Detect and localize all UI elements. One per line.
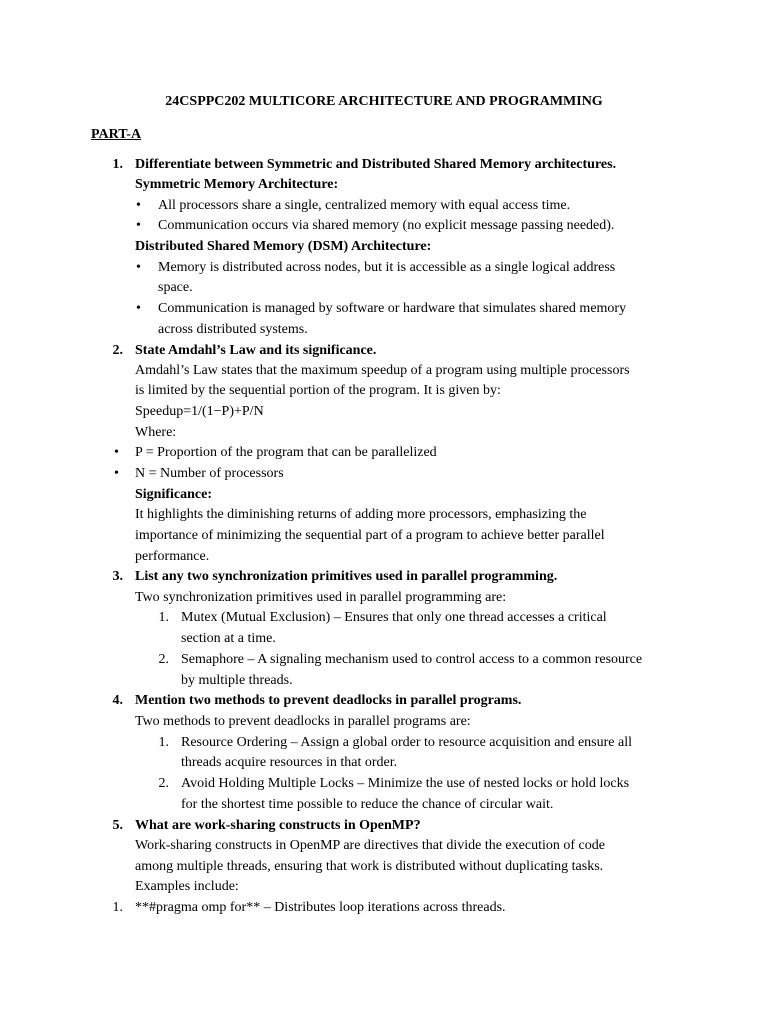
paragraph-line: Examples include: bbox=[135, 879, 239, 894]
subheading: Symmetric Memory Architecture: bbox=[135, 177, 339, 192]
list-item-continued: across distributed systems. bbox=[158, 322, 308, 337]
question-text: Mention two methods to prevent deadlocks in parallel programs. bbox=[135, 693, 522, 708]
list-item: P = Proportion of the program that can be parallelized bbox=[135, 445, 437, 460]
list-number: 2. bbox=[158, 776, 169, 791]
question-text: What are work-sharing constructs in OpenMP? bbox=[135, 818, 421, 833]
paragraph-line: Two synchronization primitives used in parallel programming are: bbox=[135, 590, 507, 605]
list-item-continued: section at a time. bbox=[181, 631, 276, 646]
question-number: 2. bbox=[112, 343, 123, 358]
bullet-icon: • bbox=[136, 260, 141, 275]
paragraph-line: is limited by the sequential portion of the program. It is given by: bbox=[135, 383, 501, 398]
list-item: Mutex (Mutual Exclusion) – Ensures that only one thread accesses a critical bbox=[181, 610, 607, 625]
question-number: 3. bbox=[112, 569, 123, 584]
list-item: Communication occurs via shared memory (no explicit message passing needed). bbox=[158, 218, 615, 233]
bullet-icon: • bbox=[114, 445, 119, 460]
paragraph-line: Amdahl’s Law states that the maximum speedup of a program using multiple processors bbox=[135, 363, 630, 378]
paragraph-line: performance. bbox=[135, 549, 210, 564]
list-number: 1. bbox=[112, 900, 123, 915]
list-number: 1. bbox=[158, 610, 169, 625]
list-item: Communication is managed by software or hardware that simulates shared memory bbox=[158, 301, 627, 316]
list-item-continued: by multiple threads. bbox=[181, 673, 293, 688]
part-heading: PART-A bbox=[91, 127, 142, 142]
formula: Speedup=1/(1−P)+P/N bbox=[135, 404, 264, 419]
subheading: Significance: bbox=[135, 487, 212, 502]
subheading: Distributed Shared Memory (DSM) Architecture: bbox=[135, 239, 432, 254]
question-text: Differentiate between Symmetric and Distributed Shared Memory architectures. bbox=[135, 157, 617, 172]
list-item-continued: threads acquire resources in that order. bbox=[181, 755, 398, 770]
question-number: 5. bbox=[112, 818, 123, 833]
question-text: List any two synchronization primitives used in parallel programming. bbox=[135, 569, 558, 584]
list-item: All processors share a single, centralized memory with equal access time. bbox=[158, 198, 571, 213]
bullet-icon: • bbox=[136, 301, 141, 316]
list-item: **#pragma omp for** – Distributes loop iterations across threads. bbox=[135, 900, 506, 915]
list-item: Semaphore – A signaling mechanism used to control access to a common resource bbox=[181, 652, 643, 667]
question-number: 1. bbox=[112, 157, 123, 172]
paragraph-line: importance of minimizing the sequential part of a program to achieve better parallel bbox=[135, 528, 605, 543]
list-item-continued: for the shortest time possible to reduce the chance of circular wait. bbox=[181, 797, 554, 812]
document-title: 24CSPPC202 MULTICORE ARCHITECTURE AND PROGRAMMING bbox=[165, 94, 603, 109]
list-number: 2. bbox=[158, 652, 169, 667]
question-text: State Amdahl’s Law and its significance. bbox=[135, 343, 377, 358]
list-item: Memory is distributed across nodes, but it is accessible as a single logical address bbox=[158, 260, 616, 275]
bullet-icon: • bbox=[136, 198, 141, 213]
question-number: 4. bbox=[112, 693, 123, 708]
paragraph-line: among multiple threads, ensuring that work is distributed without duplicating tasks. bbox=[135, 859, 604, 874]
list-item-continued: space. bbox=[158, 280, 193, 295]
paragraph-line: It highlights the diminishing returns of adding more processors, emphasizing the bbox=[135, 507, 587, 522]
list-item: N = Number of processors bbox=[135, 466, 284, 481]
bullet-icon: • bbox=[114, 466, 119, 481]
bullet-icon: • bbox=[136, 218, 141, 233]
paragraph-line: Two methods to prevent deadlocks in parallel programs are: bbox=[135, 714, 471, 729]
list-number: 1. bbox=[158, 735, 169, 750]
paragraph-line: Work-sharing constructs in OpenMP are directives that divide the execution of code bbox=[135, 838, 605, 853]
list-item: Resource Ordering – Assign a global order to resource acquisition and ensure all bbox=[181, 735, 632, 750]
paragraph-line: Where: bbox=[135, 425, 177, 440]
list-item: Avoid Holding Multiple Locks – Minimize the use of nested locks or hold locks bbox=[181, 776, 630, 791]
